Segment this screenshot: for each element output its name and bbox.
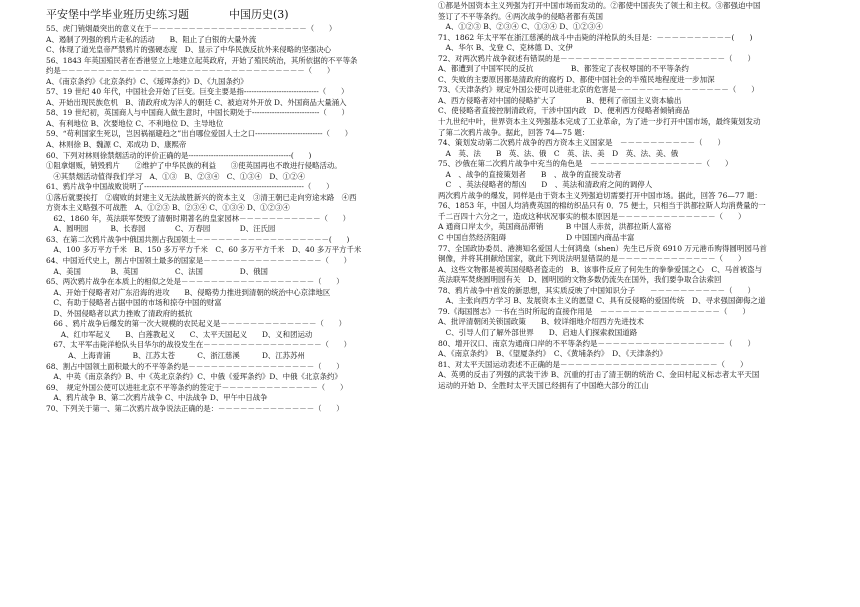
text-line: A、100 多万平方千米 B、150 多万平方千米 C、60 多万平方千米 D、40 多万平方千米 [46, 245, 362, 255]
text-line: 千二百四十六分之一，造成这种状况事实的根本原因是－－－－－－－－－－－－－（ ） [438, 211, 746, 221]
text-line: D、外国侵略者以武力挫败了清政府的抵抗 [46, 308, 193, 318]
text-line: 59、“苟利国家生死以，岂因祸福避趋之”出自哪位爱国人士之口---------------------------（ ） [46, 129, 353, 139]
text-line: C、体现了道光皇帝严禁鸦片的强硬态度 D、显示了中华民族反抗外来侵略的坚强决心 [46, 45, 332, 55]
text-line: C、有助于侵略者占据中国的市场和掠夺中国的财富 [46, 298, 222, 308]
text-line: A、《南京条约》《北京条约》C、《瑷珲条约》D、《九国条约》 [46, 76, 248, 86]
text-line: A、圆明园 B、长春园 C、万春园 D、汪氏园 [46, 224, 276, 234]
text-line: 78、鸦片战争中首发的新思想，其实质反映了中国知识分子 －－－－－－－－－－（ ） [438, 285, 756, 295]
text-line: 58、19 世纪初，英国商人与中国商人做生意时，中国长期处于---------------------------（ ） [46, 108, 349, 118]
text-line: C、失败的主要原因都是清政府的腐朽 D、都使中国社会的半殖民地程度进一步加深 [438, 74, 715, 84]
text-line: 64、中国近代史上，割占中国领土最多的国家是－－－－－－－－－－－－－－－－（ ） [46, 256, 352, 266]
text-line: ①阻拿烟贩，销毁鸦片 ②维护了中华民族的利益 ③使英国再也不敢进行侵略活动。 [46, 161, 342, 171]
text-line: 76、1853 年，中国人均消费英国的棉纺织品只有 0．75 便士，只相当于洪都拉斯人均消费量的一 [438, 201, 766, 211]
text-line: 73、《天津条约》规定外国公使可以进驻北京的危害是－－－－－－－－－－－－－－－（ ） [438, 85, 759, 95]
text-line: A、美国 B、英国 C、法国 D、俄国 [46, 266, 268, 276]
page-subtitle: 中国历史(3) [229, 8, 289, 21]
text-line: 约是－－－－－－－－－－－－－－－－－－－－－－－－－－－－－－－－－（ ） [46, 66, 335, 76]
text-line: A、上海青浦 B、江苏太苍 C、浙江慈溪 D、江苏苏州 [46, 350, 305, 360]
text-line: 81、对太平天国运动表述不正确的是－－－－－－－－－－－－－－－－－－－－－（ ） [438, 359, 748, 369]
text-line: C、使侵略者直接控制清政府，干涉中国内政 D、便利西方侵略者倾销商品 [438, 106, 690, 116]
text-line: 66 、鸦片战争后爆发的第一次大规模的农民起义是－－－－－－－－－－－－－（ ） [46, 319, 346, 329]
text-line: A、英勇的反击了列强的武装干涉 B、沉重的打击了清王朝的统治 C、金田村起义标志者太平天国 [438, 370, 760, 380]
text-line: 运动的开始 D、全胜时太平天国已经拥有了中国绝大部分的江山 [438, 380, 649, 390]
text-line: A、红巾军起义 B、白莲教起义 C、太平天国起义 D、义和团运动 [46, 329, 313, 339]
page-title: 平安堡中学毕业班历史练习题 [46, 8, 189, 21]
text-line: A、华尔 B、戈登 C、克林德 D、文伊 [438, 43, 573, 53]
text-line: 77、全国政协委员、港澳知名爱国人士何鸿燊（shen）先生已斥资 6910 万元港币购得圆明园马首 [438, 243, 767, 253]
text-line: A、中英《南京条约》B、中《英北京条约》C、中俄《爱珲条约》D、中俄《北京条约》 [46, 372, 342, 382]
text-line: 72、对两次鸦片战争叙述有错误的是－－－－－－－－－－－－－－－－－－－－－－（ ） [438, 53, 756, 63]
text-line: A、批评清朝闭关锁国政策 B、较详细地介绍西方先进技术 [438, 317, 644, 327]
text-line: 57、19 世纪 40 年代，中国社会开始了巨变。巨变主要是指------------------------------（ ） [46, 87, 349, 97]
text-line: 63、在第二次鸦片战争中俄国共割占我国领土－－－－－－－－－－－－－－－－－－( ) [46, 234, 350, 244]
text-line: 67、太平军击毙洋枪队头目华尔的战役发生在－－－－－－－－－－－－－－－－（ ） [46, 340, 352, 350]
text-line: 55、虎门销烟最突出的意义在于－－－－－－－－－－－－－－－－－－－－－（ ） [46, 24, 337, 33]
text-line: A、开始于侵略者对广东沿海的进攻 B、侵略势力推进到清朝的统治中心京津地区 [46, 287, 331, 297]
text-line: A、西方侵略者对中国的侵略扩大了 B、便利了帝国主义资本输出 [438, 95, 682, 105]
text-line: 75、沙俄在第二次鸦片战争中充当的角色是 －－－－－－－－－－－－－－－（ ） [438, 159, 733, 169]
text-line: ④其禁烟活动值得我们学习 A、①③ B、②③④ C、①③④ D、①②④ [46, 171, 305, 181]
text-line: A、《南京条约》 B、《望厦条约》 C、《黄埔条约》 D、《天津条约》 [438, 349, 667, 359]
text-line: A、主张向西方学习 B、发展资本主义的愿望 C、具有反侵略的爱国传统 D、寻求强国御侮之道 [438, 296, 766, 306]
text-line: 80、增开汉口、南京为通商口岸的不平等条约是－－－－－－－－－－－－－－－－－（ ） [438, 338, 756, 348]
text-line: A、林则徐 B、魏源 C、邓成功 D、康熙帝 [46, 140, 187, 150]
left-column [46, 0, 432, 414]
text-line: A 通商口岸太少，英国商品滞销 B 中国人赤贫，洪都拉斯人富裕 [438, 222, 672, 232]
text-line: 70、下列关于第一、第二次鸦片战争说法正确的是：－－－－－－－－－－－－－（ ） [46, 403, 344, 413]
right-question-list [438, 1, 848, 391]
text-line: A、都遭到了中国军民的反抗 B、都签定了丧权辱国的不平等条约 [438, 64, 689, 74]
text-line: 56、1843 年英国殖民者在香港竖立上地建立起英政府，开始了殖民统治，其所依据的不平等条 [46, 55, 358, 65]
text-line: 62、1860 年，英法联军焚毁了清朝时期著名的皇家园林－－－－－－－－－－－（ ） [46, 213, 351, 223]
text-line: A、这些文物都是被英国侵略者盗走的 B、该事件反应了何先生的拳拳爱国之心 C、马首被盗与 [438, 264, 763, 274]
text-line: A、遏制了列强的鸦片走私的活动 B、阻止了白银的大量外流 [46, 34, 257, 44]
text-line: 十九世纪中叶，世界资本主义列强基本完成了工业革命，为了进一步打开中国市场，最终策划发动 [438, 117, 761, 127]
text-line: C 中国自然经济阻碍 D 中国国内商品丰富 [438, 233, 635, 243]
text-line: 了第二次鸦片战争。据此，回答 74—75 题： [438, 127, 590, 137]
text-line: 79.《海国图志》一书在当时所起的直接作用是 －－－－－－－－－－－－－－－－（ ） [438, 306, 750, 316]
right-column [438, 0, 848, 391]
page-header [46, 6, 432, 24]
text-line: A、有利地位 B、次要地位 C、不利地位 D、主导地位 [46, 118, 224, 128]
text-line: 65、两次鸦片战争在本质上的相似之处是－－－－－－－－－－－－－－－－－－（ ） [46, 277, 344, 287]
text-line: A、鸦片战争 B、第二次鸦片战争 C、中法战争 D、甲午中日战争 [46, 393, 268, 403]
text-line: 74、策划发动第二次鸦片战争的西方资本主义国家是 －－－－－－－－－－（ ） [438, 138, 726, 148]
text-line: 71、1862 年太平军在浙江慈溪的战斗中击毙的洋枪队的头目是：－－－－－－－－－－( ) [438, 32, 753, 42]
text-line: A、开始出现民族危机 B、清政府成为洋人的朝廷 C、被迫对外开放 D、外国商品大量涌入 [46, 97, 347, 107]
text-line: 两次鸦片战争的爆发，同样是由于资本主义列强迫切需要打开中国市场。据此，回答 76—77 题： [438, 190, 762, 200]
text-line: 方资本主义略强不可战胜 A、①②③ B、②③④ C、①③④ D、①②③④ [46, 203, 290, 213]
text-line: 68、割占中国领土面积最大的不平等条约是－－－－－－－－－－－－－－－－－（ ） [46, 361, 344, 371]
text-line: A 、战争的直接策划者 B 、战争的直接发动者 [438, 169, 622, 179]
text-line: ①都是外国资本主义列强为打开中国市场而发动的。②都使中国丧失了领土和主权。③都强迫中国 [438, 1, 761, 10]
text-line: C 、英法侵略者的帮凶 D 、英法和清政府之间的调停人 [438, 180, 653, 190]
text-line: 签订了不平等条约。④两次战争的侵略者都有英国 [438, 11, 603, 21]
left-question-list [46, 24, 432, 414]
text-line: A 英、法 B 英、法、俄 C 英、法、美 D 英、法、美、俄 [438, 148, 679, 158]
text-line: ①落后就要挨打 ②腐败的封建主义无法战胜新兴的资本主义 ③清王朝已走向穷途末路 ④西 [46, 192, 357, 202]
text-line: C、引导人们了解外部世界 D、启迪人们探索救国道路 [438, 327, 638, 337]
text-line: A、①②③ B、②③④ C、①③④ D、①②③④ [438, 22, 603, 32]
text-line: 英法联军焚烧圆明园有关 D、圆明园的文物多数仍流失在国外，我们要争取合法索回 [438, 275, 722, 285]
text-line: 69、 规定外国公使可以进驻北京不平等条约的签定于－－－－－－－－－－－－－（ ） [46, 382, 348, 392]
text-line: 61、鸦片战争中国战败说明了----------------------------------------------------------------（ ） [46, 182, 334, 192]
text-line: 铜像，并将其捐献给国家，就此下列说法明显错误的是－－－－－－－－－－－－－（ ） [438, 254, 746, 264]
text-line: 60、下列对林则徐禁烟活动的评价正确的是-----------------------------------------( ) [46, 150, 312, 160]
